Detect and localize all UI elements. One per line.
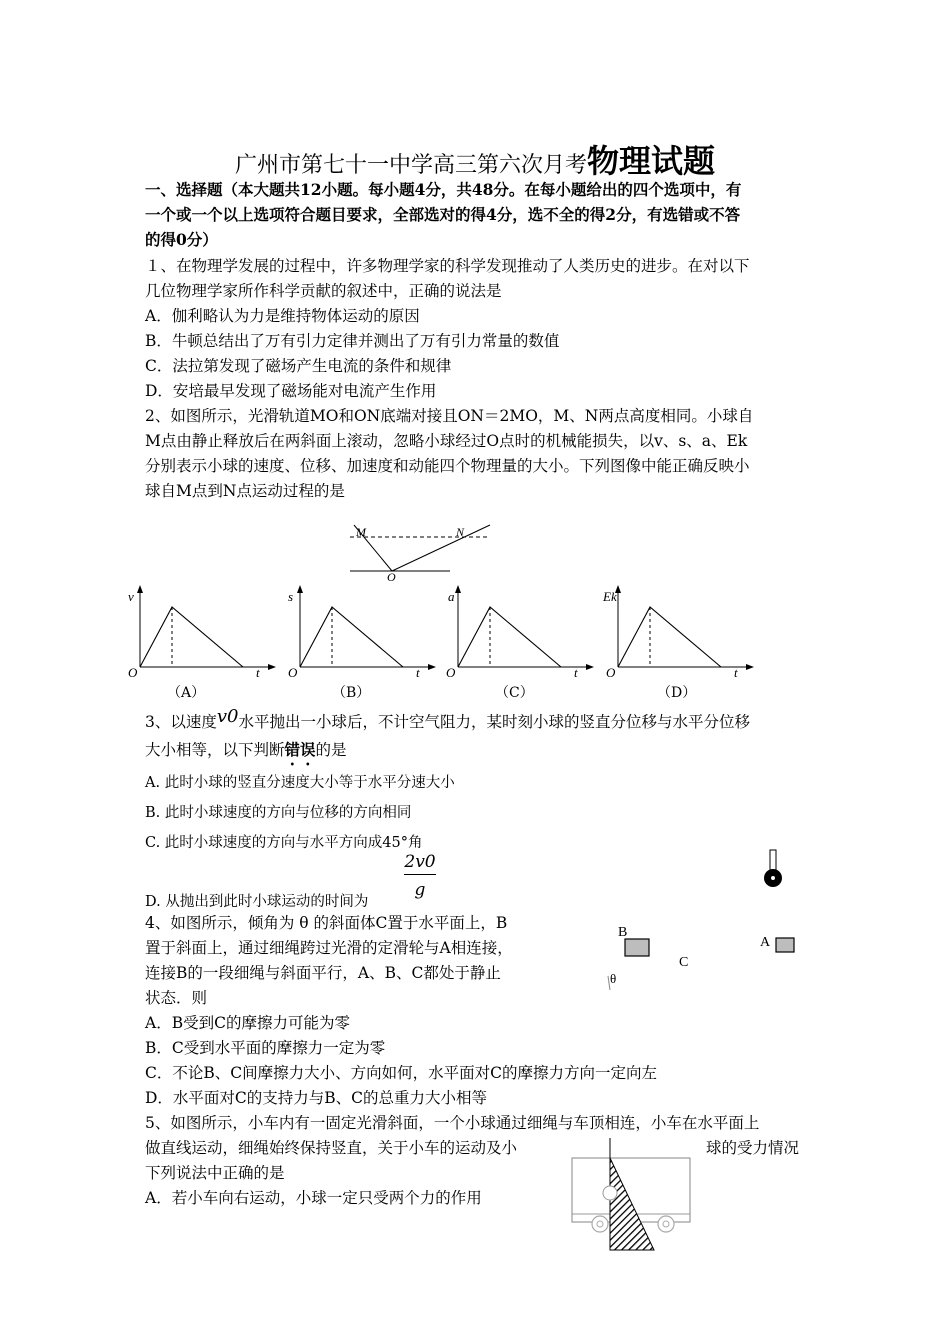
graph-d-ylabel: Ek [603, 589, 617, 604]
q4-option-c: C．不论B、C间摩擦力大小、方向如何，水平面对C的摩擦力方向一定向左 [145, 1064, 657, 1082]
q2-line1: 2、如图所示，光滑轨道MO和ON底端对接且ON＝2MO，M、N两点高度相同。小球自 [145, 407, 754, 425]
q3-line2a: 大小相等，以下判断 [145, 741, 285, 759]
q1-option-a: A．伽利略认为力是维持物体运动的原因 [145, 307, 420, 325]
q3-line2c: 的是 [315, 741, 347, 759]
q3-option-c: C. 此时小球速度的方向与水平方向成45°角 [145, 835, 423, 851]
section1-line2: 一个或一个以上选项符合题目要求，全部选对的得4分，选不全的得2分，有选错或不答 [145, 205, 741, 224]
graph-b-origin: O [288, 665, 298, 680]
fig-label-a: A [760, 935, 771, 950]
graph-b-ylabel: s [288, 589, 294, 604]
q4-option-d: D．水平面对C的支持力与B、C的总重力大小相等 [145, 1089, 488, 1107]
q3-fraction-denominator: g [414, 880, 426, 900]
graph-a-caption: （A） [167, 685, 206, 701]
fig-label-n: N [456, 525, 465, 539]
q3-post: 水平抛出一小球后，不计空气阻力，某时刻小球的竖直分位移与水平分位移 [238, 713, 751, 731]
q4-option-b: B．C受到水平面的摩擦力一定为零 [145, 1039, 386, 1057]
graph-a-ylabel: v [128, 589, 134, 604]
q3-fraction-bar [404, 874, 436, 875]
title-big: 物理试题 [587, 142, 716, 180]
section1-line3: 的得0分） [145, 230, 218, 249]
q3-fraction-numerator: 2v0 [404, 852, 436, 872]
page-title [0, 136, 950, 182]
graph-a-xlabel: t [256, 665, 260, 680]
q3-option-d: D. 从抛出到此时小球运动的时间为 [145, 894, 369, 910]
q3-line2 [145, 738, 347, 769]
q3-line1 [145, 706, 751, 732]
q4-incline-figure [600, 848, 810, 998]
q5-line2a: 做直线运动，细绳始终保持竖直，关于小车的运动及小 [145, 1139, 518, 1157]
fig-label-theta: θ [610, 971, 617, 986]
graph-d-origin: O [606, 665, 616, 680]
q5-line3: 下列说法中正确的是 [145, 1164, 285, 1182]
graph-c-caption: （C） [495, 685, 534, 701]
q5-line1: 5、如图所示，小车内有一固定光滑斜面，一个小球通过细绳与车顶相连，小车在水平面上 [145, 1114, 760, 1132]
q4-line2: 置于斜面上，通过细绳跨过光滑的定滑轮与A相连接， [145, 939, 513, 957]
q3-pre: 3、以速度 [145, 713, 217, 731]
q2-line2: M点由静止释放后在两斜面上滚动，忽略小球经过O点时的机械能损失，以v、s、a、Ek [145, 432, 748, 450]
q5-option-a: A．若小车向右运动，小球一定只受两个力的作用 [145, 1189, 482, 1207]
q1-line1: １、在物理学发展的过程中，许多物理学家的科学发现推动了人类历史的进步。在对以下 [145, 257, 750, 275]
q4-option-a: A．B受到C的摩擦力可能为零 [145, 1014, 350, 1032]
q1-option-d: D．安培最早发现了磁场能对电流产生作用 [145, 382, 437, 400]
q5-cart-figure [570, 1138, 695, 1254]
graph-d-xlabel: t [734, 665, 738, 680]
q3-emphasis-word: 错误 [284, 740, 316, 759]
q2-track-figure [340, 520, 500, 582]
fig-label-o: O [387, 570, 396, 584]
graph-c-ylabel: a [448, 589, 455, 604]
q1-option-c: C．法拉第发现了磁场产生电流的条件和规律 [145, 357, 452, 375]
q1-line2: 几位物理学家所作科学贡献的叙述中，正确的说法是 [145, 282, 502, 300]
q1-option-b: B．牛顿总结出了万有引力定律并测出了万有引力常量的数值 [145, 332, 560, 350]
fig-label-m: M [356, 525, 366, 539]
graph-d-caption: （D） [657, 685, 697, 701]
q5-line2b: 球的受力情况 [706, 1139, 800, 1157]
fig-label-b: B [618, 925, 628, 940]
q2-graph-d [603, 585, 756, 680]
graph-c-origin: O [446, 665, 456, 680]
q4-line4: 状态．则 [145, 989, 208, 1007]
fig-label-c: C [679, 955, 689, 970]
q2-graph-a [128, 585, 278, 680]
q3-option-b: B. 此时小球速度的方向与位移的方向相同 [145, 805, 412, 821]
q2-graph-c [446, 585, 596, 680]
graph-b-xlabel: t [416, 665, 420, 680]
graph-b-caption: （B） [332, 685, 371, 701]
title-main: 广州市第七十一中学高三第六次月考 [234, 153, 587, 178]
q2-graph-b [288, 585, 438, 680]
section1-line1: 一、选择题（本大题共12小题。每小题4分，共48分。在每小题给出的四个选项中，有 [145, 180, 742, 199]
q4-line1: 4、如图所示，倾角为 θ 的斜面体C置于水平面上，B [145, 914, 508, 932]
q3-option-a: A. 此时小球的竖直分速度大小等于水平分速大小 [145, 775, 455, 791]
graph-a-origin: O [128, 665, 138, 680]
q2-line4: 球自M点到N点运动过程的是 [145, 482, 345, 500]
q4-line3: 连接B的一段细绳与斜面平行，A、B、C都处于静止 [145, 964, 501, 982]
q2-line3: 分别表示小球的速度、位移、加速度和动能四个物理量的大小。下列图像中能正确反映小 [145, 457, 750, 475]
graph-c-xlabel: t [574, 665, 578, 680]
q3-v0: v0 [216, 706, 239, 727]
